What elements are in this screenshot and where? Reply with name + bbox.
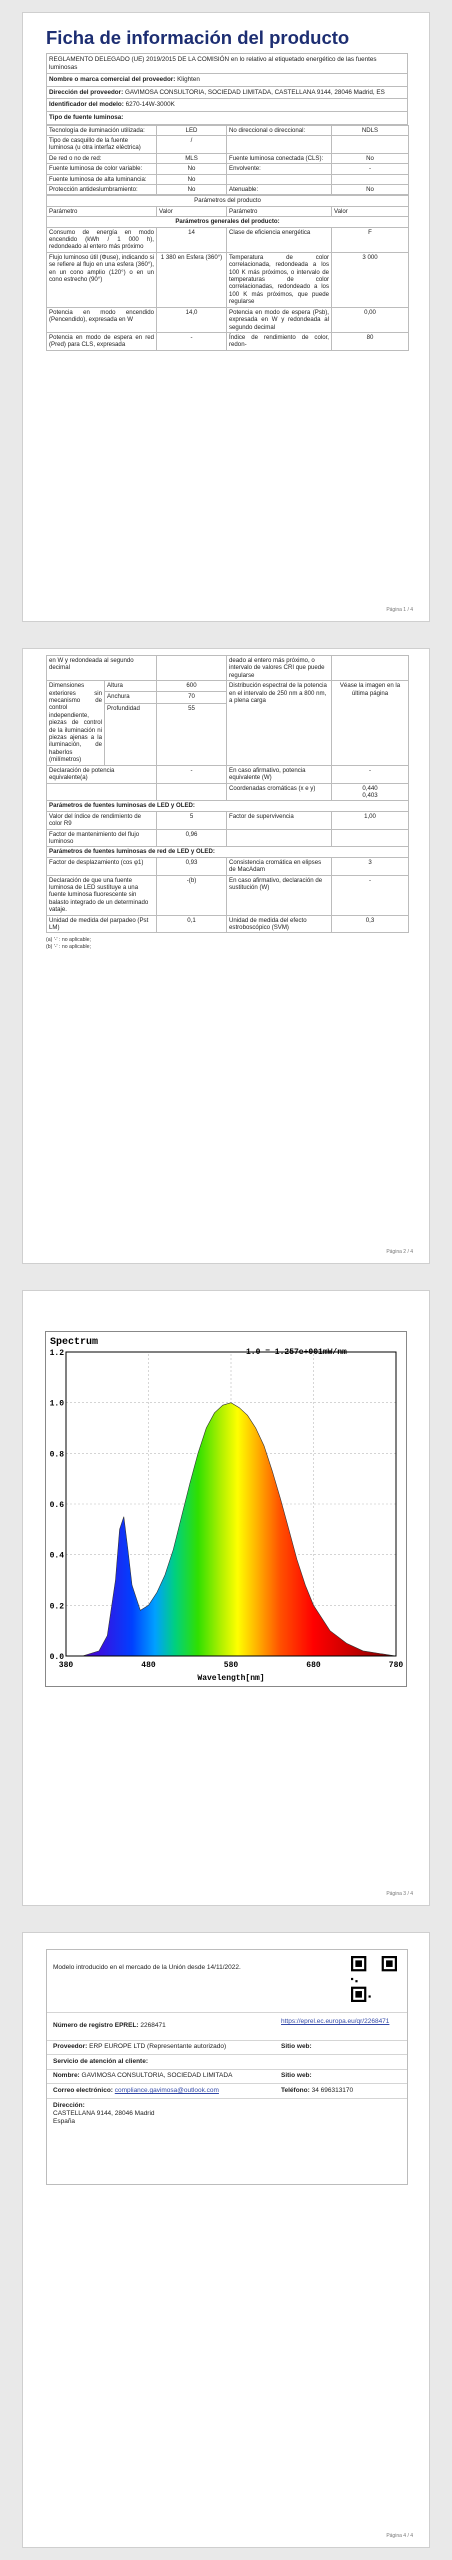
model-label: Identificador del modelo: [49,101,124,109]
phone-value: 34 696313170 [311,2087,354,2094]
surv-value: 1,00 [332,811,409,829]
general-param-cell: 3 000 [332,252,409,307]
general-param-cell: 14 [157,227,227,252]
page-number: Página 4 / 4 [386,2533,413,2539]
spectral-value: Véase la imagen en la última página [332,681,409,765]
product-params-heading: Parámetros del producto [47,196,409,206]
chroma-label: Coordenadas cromáticas (x e y) [227,783,332,801]
dims-label: Dimensiones exteriores sin mecanismo de control independiente, piezas de control de la iluminación ni piezas ajenas a la iluminación, de haberlos (milímetros) [47,681,105,765]
registration-box [46,1949,408,2185]
trademark-label: Nombre o marca comercial del proveedor: [49,76,176,84]
col-param-2: Parámetro [227,206,332,216]
general-param-cell: 1 380 en Esfera (360°) [157,252,227,307]
general-param-cell: 0,00 [332,307,409,332]
page-3 [22,1290,430,1906]
source-type-row [47,164,409,174]
website2-label: Sitio web: [281,2072,312,2079]
email-link[interactable]: compliance.gavimosa@outlook.com [114,2087,219,2094]
source-type-cell [227,174,332,184]
general-param-cell: Flujo luminoso útil (Φuse), indicando si se refiere al flujo en una esfera (360°), en un cono amplio (120°) o en un cono estrecho (90°) [47,252,157,307]
market-text: Modelo introducido en el mercado de la Unión desde 14/11/2022. [53,1964,241,1971]
eprel-value: 2268471 [140,2022,166,2029]
footnotes [46,937,408,951]
equiv-label: Declaración de potencia equivalente(a) [47,765,157,783]
y-tick-label: 0.6 [49,1501,64,1510]
width-label: Anchura [105,692,157,703]
footnote-a: (a) '-' : no aplicable; [46,937,91,944]
flicker-value: 0,1 [157,915,227,933]
address-line-2: España [53,2118,76,2125]
spectrum-chart [45,1331,407,1687]
height-value: 600 [157,681,227,692]
general-param-cell: 80 [332,332,409,350]
page-number: Página 3 / 4 [386,1891,413,1897]
equiv-w-value: - [332,765,409,783]
col-value-1: Valor [157,206,227,216]
source-type-row [47,135,409,153]
general-param-cell: Potencia en modo encendido (Pencendido), expresada en W [47,307,157,332]
phone-row: Teléfono: 34 696313170 [281,2087,354,2094]
strobo-value: 0,3 [332,915,409,933]
provider-row: Proveedor: ERP EUROPE LTD (Representante autorizado) [53,2043,227,2050]
spectrum-svg [46,1332,406,1686]
general-param-cell: Clase de eficiencia energética [227,227,332,252]
trademark-value: Klighten [177,76,200,84]
source-type-cell: No direccional o direccional: [227,125,332,135]
source-type-row [47,153,409,163]
general-param-row [47,307,409,332]
service-label: Servicio de atención al cliente: [53,2058,149,2065]
general-param-row [47,252,409,307]
x-axis-label: Wavelength[nm] [197,1674,265,1683]
surv-label: Factor de supervivencia [227,811,332,829]
name-row: Nombre: GAVIMOSA CONSULTORIA, SOCIEDAD LIMITADA [53,2072,233,2079]
source-type-cell: MLS [157,153,227,163]
document-title: Ficha de información del producto [46,27,350,48]
source-type-cell: Envolvente: [227,164,332,174]
source-type-cell: No [332,185,409,195]
cont-right-text: deado al entero más próximo, o intervalo de valores CRI que puede regularse [227,656,332,681]
general-param-row [47,227,409,252]
general-params-heading: Parámetros generales del producto: [47,217,409,227]
r9-label: Valor del índice de rendimiento de color R9 [47,811,157,829]
source-type-cell [332,135,409,153]
source-type-cell: No [332,153,409,163]
replace-label: Declaración de que una fuente luminosa de LED sustituye a una fuente luminosa fluorescente sin balasto integrado de un determinado vataje. [47,875,157,915]
y-tick-label: 0.4 [49,1551,64,1561]
y-tick-label: 1.2 [49,1349,64,1358]
x-tick-label: 780 [388,1661,404,1670]
x-tick-label: 680 [306,1661,321,1670]
chroma-value: 0,440 0,403 [332,783,409,801]
footnote-b: (b) '-' : no aplicable; [46,944,91,951]
replace-w-label: En caso afirmativo, declaración de sustitución (W) [227,875,332,915]
width-value: 70 [157,692,227,703]
chart-annotation: 1.0 = 1.257e+001mW/nm [246,1348,347,1357]
website-label: Sitio web: [281,2043,312,2050]
source-type-cell: No [157,174,227,184]
source-type-cell [332,174,409,184]
regulation-text: REGLAMENTO DELEGADO (UE) 2019/2015 DE LA COMISIÓN en lo relativo al etiquetado energético de las fuentes luminosas [46,53,408,74]
disp-label: Factor de desplazamiento (cos φ1) [47,857,157,875]
source-type-cell: - [332,164,409,174]
x-tick-label: 480 [141,1661,156,1670]
consist-value: 3 [332,857,409,875]
depth-label: Profundidad [105,703,157,765]
eprel-row: Número de registro EPREL: 2268471 [53,2022,166,2029]
source-type-cell: NDLS [332,125,409,135]
source-type-row [47,125,409,135]
general-param-cell: Temperatura de color correlacionada, redondeada a los 100 K más próximos, o intervalo de temperaturas de color correlacionadas, redondeado a los 100 K más próximos, que puede regularse [227,252,332,307]
supplier-row [46,87,408,100]
source-type-cell [227,135,332,153]
general-param-cell: Potencia en modo de espera (Psb), expresada en W y redondeada al segundo decimal [227,307,332,332]
cont-left-text: en W y redondeada al segundo decimal [47,656,157,681]
x-tick-label: 380 [58,1661,74,1670]
address-block: Dirección: CASTELLANA 9144, 28046 Madrid España [53,2102,155,2125]
source-type-row [47,174,409,184]
eprel-link[interactable]: https://eprel.ec.europa.eu/qr/2268471 [281,2018,390,2025]
r9-value: 5 [157,811,227,829]
equiv-w-label: En caso afirmativo, potencia equivalente (W) [227,765,332,783]
source-type-cell: / [157,135,227,153]
source-type-cell: Fuente luminosa conectada (CLS): [227,153,332,163]
y-tick-label: 0.8 [49,1450,64,1460]
y-tick-label: 1.0 [49,1399,64,1409]
y-tick-label: 0.0 [49,1653,64,1662]
general-param-cell: F [332,227,409,252]
equiv-value: - [157,765,227,783]
replace-value: -(b) [157,875,227,915]
page-4 [22,1932,430,2548]
depth-value: 55 [157,703,227,765]
supplier-label: Dirección del proveedor: [49,88,124,96]
height-label: Altura [105,681,157,692]
source-type-table [46,125,409,196]
col-param-1: Parámetro [47,206,157,216]
page-number: Página 2 / 4 [386,1249,413,1255]
source-type-cell: De red o no de red: [47,153,157,163]
flicker-label: Unidad de medida del parpadeo (Pst LM) [47,915,157,933]
strobo-label: Unidad de medida del efecto estroboscópico (SVM) [227,915,332,933]
x-tick-label: 580 [223,1661,239,1670]
source-type-cell: LED [157,125,227,135]
provider-value: ERP EUROPE LTD (Representante autorizado) [89,2043,227,2050]
general-param-cell: Consumo de energía en modo encendido (kWh / 1 000 h), redondeado al entero más próximo [47,227,157,252]
general-param-cell: - [157,332,227,350]
disp-value: 0,93 [157,857,227,875]
trademark-row [46,74,408,87]
source-type-cell: Tecnología de iluminación utilizada: [47,125,157,135]
source-type-heading: Tipo de fuente luminosa: [46,112,408,125]
general-param-cell: 14,0 [157,307,227,332]
page-1 [22,12,430,622]
general-param-cell: Índice de rendimiento de color, redon- [227,332,332,350]
source-type-cell: Atenuable: [227,185,332,195]
chart-title: Spectrum [50,1337,99,1348]
mains-params-heading: Parámetros de fuentes luminosas de red de LED y OLED: [47,847,409,857]
general-param-cell: Potencia en modo de espera en red (Pred) para CLS, expresada [47,332,157,350]
address-line-1: CASTELLANA 9144, 28046 Madrid [53,2110,155,2117]
source-type-row [47,185,409,195]
spectrum-area [66,1403,396,1656]
name-value: GAVIMOSA CONSULTORIA, SOCIEDAD LIMITADA [81,2072,233,2079]
source-type-cell: No [157,164,227,174]
source-type-cell: Fuente luminosa de alta luminancia: [47,174,157,184]
y-tick-label: 0.2 [49,1602,64,1612]
replace-w-value: - [332,875,409,915]
general-param-row [47,332,409,350]
source-type-cell: Tipo de casquillo de la fuente luminosa (u otra interfaz eléctrica) [47,135,157,153]
source-type-cell: No [157,185,227,195]
page-number: Página 1 / 4 [386,607,413,613]
model-row [46,99,408,112]
email-row: Correo electrónico: compliance.gavimosa@outlook.com [53,2087,219,2094]
product-params-table [46,195,409,350]
led-params-heading: Parámetros de fuentes luminosas de LED y OLED: [47,801,409,811]
page-2 [22,648,430,1264]
spectral-label: Distribución espectral de la potencia en el intervalo de 250 nm a 800 nm, a plena carga [227,681,332,765]
qr-code-icon[interactable] [351,1956,397,2002]
col-value-2: Valor [332,206,409,216]
model-value: 6270-14W-3000K [125,101,175,109]
supplier-value: GAVIMOSA CONSULTORIA, SOCIEDAD LIMITADA, CASTELLANA 9144, 28046 Madrid, ES [124,88,385,96]
consist-label: Consistencia cromática en elipses de MacAdam [227,857,332,875]
params-continued-table [46,655,409,933]
source-type-cell: Fuente luminosa de color variable: [47,164,157,174]
source-type-cell: Protección antideslumbramiento: [47,185,157,195]
maint-label: Factor de mantenimiento del flujo luminoso [47,829,157,847]
maint-value: 0,96 [157,829,227,847]
